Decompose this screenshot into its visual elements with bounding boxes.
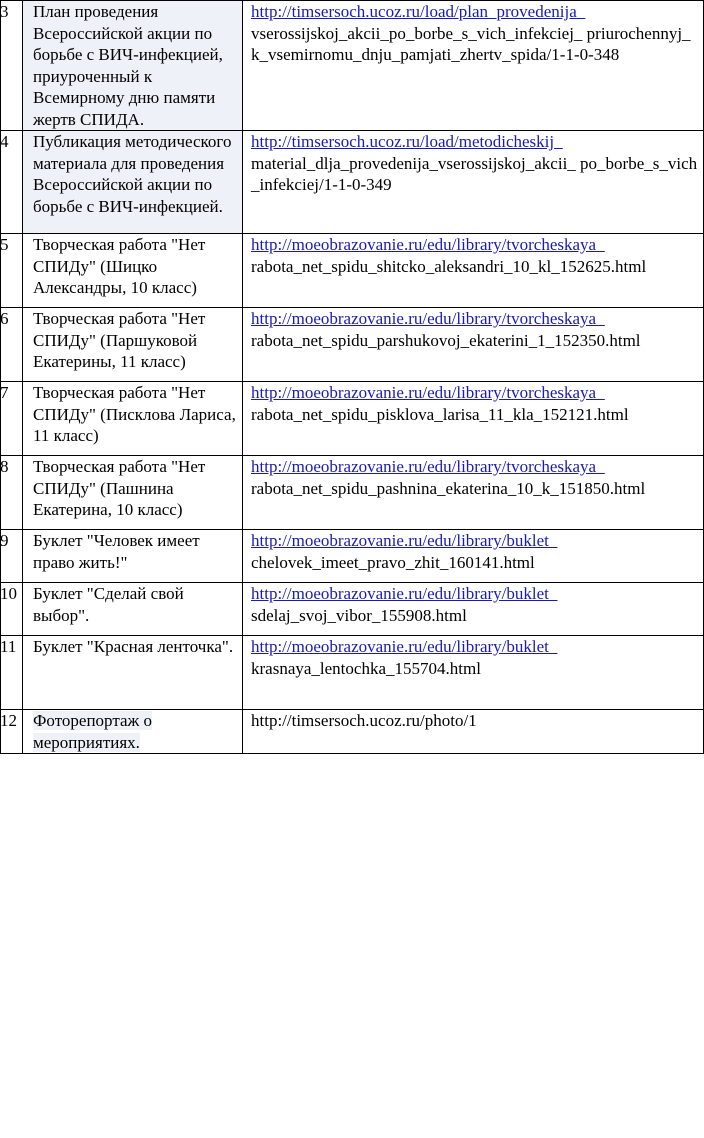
row-link-cell: [243, 234, 704, 308]
row-link[interactable]: http://moeobrazovanie.ru/edu/library/buklet_: [251, 637, 558, 656]
table-row: [1, 308, 704, 382]
row-number: 3: [1, 1, 23, 131]
table-row: [1, 710, 704, 754]
row-link-continuation: chelovek_imeet_pravo_zhit_160141.html: [251, 552, 535, 572]
row-link-continuation: rabota_net_spidu_pisklova_larisa_11_kla_152121.html: [251, 404, 629, 424]
row-number: 6: [1, 308, 23, 382]
row-link-continuation: vserossijskoj_akcii_po_borbe_s_vich_infekciej_ priurochennyj_k_vsemirnomu_dnju_pamjati_zhertv_spida/1-1-0-348: [251, 23, 691, 64]
row-link-cell: [243, 583, 704, 636]
table-row: [1, 636, 704, 710]
row-link-cell: [243, 131, 704, 234]
row-description-text: Фоторепортаж о мероприятиях.: [33, 711, 153, 752]
row-link-cell: [243, 636, 704, 710]
row-description: Буклет "Человек имеет право жить!": [23, 530, 243, 583]
row-link-cell: [243, 382, 704, 456]
row-link[interactable]: http://moeobrazovanie.ru/edu/library/tvorcheskaya_: [251, 309, 605, 328]
row-description: Творческая работа "Нет СПИДу" (Писклова Лариса, 11 класс): [23, 382, 243, 456]
row-description: Буклет "Сделай свой выбор".: [23, 583, 243, 636]
row-description: Публикация методического материала для проведения Всероссийской акции по борьбе с ВИЧ-инфекцией.: [23, 131, 243, 234]
row-number: 10: [1, 583, 23, 636]
row-link-continuation: material_dlja_provedenija_vserossijskoj_akcii_ po_borbe_s_vich_infekciej/1-1-0-349: [251, 153, 698, 194]
row-description: План проведения Всероссийской акции по борьбе с ВИЧ-инфекцией, приуроченный к Всемирному дню памяти жертв СПИДА.: [23, 1, 243, 131]
table-row: [1, 131, 704, 234]
row-number: 9: [1, 530, 23, 583]
row-description: Творческая работа "Нет СПИДу" (Пашнина Екатерина, 10 класс): [23, 456, 243, 530]
row-number: 11: [1, 636, 23, 710]
row-description: Буклет "Красная ленточка".: [23, 636, 243, 710]
row-link[interactable]: http://timsersoch.ucoz.ru/load/plan_provedenija_: [251, 2, 586, 21]
row-link-cell: [243, 710, 704, 754]
row-link[interactable]: http://moeobrazovanie.ru/edu/library/buklet_: [251, 531, 558, 550]
row-link-cell: [243, 1, 704, 131]
table-row: [1, 456, 704, 530]
table-row: [1, 234, 704, 308]
row-link-continuation: krasnaya_lentochka_155704.html: [251, 658, 481, 678]
row-number: 4: [1, 131, 23, 234]
row-description: [23, 710, 243, 754]
row-link[interactable]: http://moeobrazovanie.ru/edu/library/buklet_: [251, 584, 558, 603]
row-description: Творческая работа "Нет СПИДу" (Шицко Александры, 10 класс): [23, 234, 243, 308]
row-link[interactable]: http://moeobrazovanie.ru/edu/library/tvorcheskaya_: [251, 235, 605, 254]
row-link-cell: [243, 530, 704, 583]
row-link-continuation: sdelaj_svoj_vibor_155908.html: [251, 605, 467, 625]
row-link-cell: [243, 456, 704, 530]
row-link-plain[interactable]: http://timsersoch.ucoz.ru/photo/1: [251, 711, 477, 730]
row-description: Творческая работа "Нет СПИДу" (Паршуковой Екатерины, 11 класс): [23, 308, 243, 382]
row-link[interactable]: http://moeobrazovanie.ru/edu/library/tvorcheskaya_: [251, 383, 605, 402]
table-row: [1, 530, 704, 583]
table-row: [1, 583, 704, 636]
table-row: [1, 1, 704, 131]
row-number: 7: [1, 382, 23, 456]
row-number: 5: [1, 234, 23, 308]
row-link-cell: [243, 308, 704, 382]
row-link[interactable]: http://moeobrazovanie.ru/edu/library/tvorcheskaya_: [251, 457, 605, 476]
row-link-continuation: rabota_net_spidu_pashnina_ekaterina_10_k_151850.html: [251, 478, 646, 498]
row-number: 8: [1, 456, 23, 530]
row-link[interactable]: http://timsersoch.ucoz.ru/load/metodicheskij_: [251, 132, 563, 151]
row-link-continuation: rabota_net_spidu_parshukovoj_ekaterini_1_152350.html: [251, 330, 641, 350]
row-number: 12: [1, 710, 23, 754]
row-link-continuation: rabota_net_spidu_shitcko_aleksandri_10_kl_152625.html: [251, 256, 647, 276]
table-row: [1, 382, 704, 456]
